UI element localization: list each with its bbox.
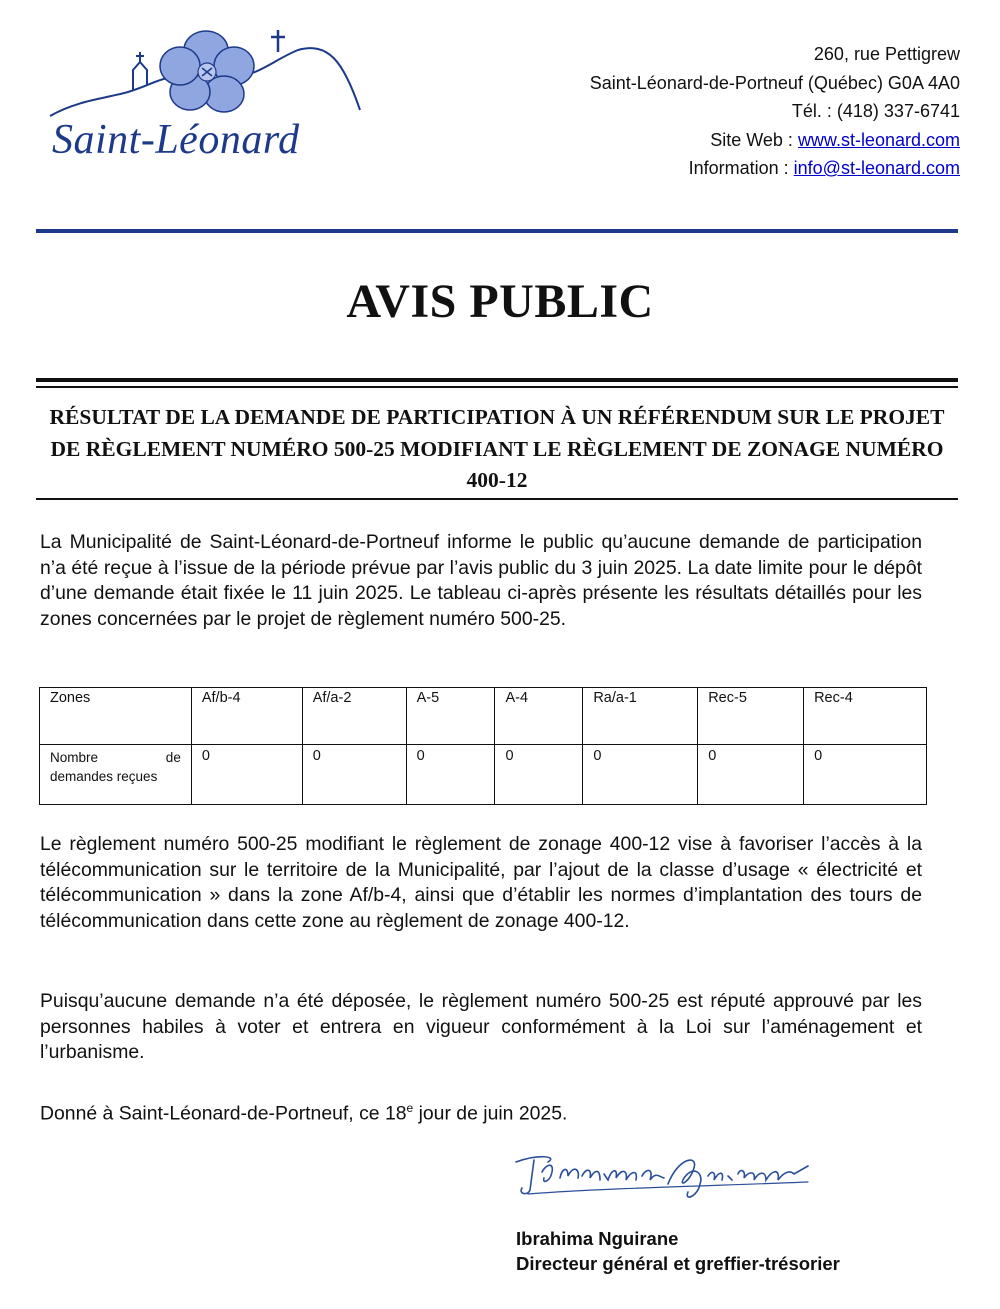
phone-number: Tél. : (418) 337-6741 [791,101,960,121]
email-row [590,154,960,183]
zone-header: Rec-5 [698,688,804,745]
count-cell: 0 [302,745,406,805]
title-divider-thick [36,378,958,382]
contact-info [590,40,960,183]
signature-graphic [508,1148,828,1206]
intro-paragraph: La Municipalité de Saint-Léonard-de-Portneuf informe le public qu’aucune demande de participation n’a été reçue à l’issue de la période prévue par l’avis public du 3 juin 2025. La date limite pour le dépôt d’une demande était fixée le 11 juin 2025. Le tableau ci-après présente les résultats détaillés pour les zones concernées par le projet de règlement numéro 500-25. [40,531,922,630]
website-link[interactable]: www.st-leonard.com [797,129,960,150]
zone-header: Af/b-4 [191,688,302,745]
website-label: Site Web : [710,129,798,150]
header-divider [36,229,958,233]
notice-subtitle: RÉSULTAT DE LA DEMANDE DE PARTICIPATION À UN RÉFÉRENDUM SUR LE PROJET DE RÈGLEMENT NUMÉRO 500-25 MODIFIANT LE RÈGLEMENT DE ZONAGE NUMÉRO 400-12 [49,405,945,492]
website-row [590,126,960,155]
count-cell: 0 [406,745,495,805]
table-row [40,745,927,805]
signer-position: Directeur général et greffier-trésorier [516,1253,840,1274]
count-cell: 0 [698,745,804,805]
bylaw-description-paragraph: Le règlement numéro 500-25 modifiant le règlement de zonage 400-12 vise à favoriser l’accès à la télécommunication sur le territoire de la Municipalité, par l’ajout de la classe d’usage « électricité et télécommunication » dans la zone Af/b-4, ainsi que d’établir les normes d’implantation des tours de télécommunication dans cette zone au règlement de zonage 400-12. [40,833,922,932]
email-link[interactable]: info@st-leonard.com [793,158,960,178]
approval-paragraph: Puisqu’aucune demande n’a été déposée, le règlement numéro 500-25 est réputé approuvé par les personnes habiles à voter et entrera en vigueur conformément à la Loi sur l’aménagement et l’urbanisme. [40,990,922,1063]
count-cell: 0 [191,745,302,805]
handwritten-signature [508,1148,828,1206]
address-line1: 260, rue Pettigrew [813,44,960,64]
signer-name: Ibrahima Nguirane [516,1228,679,1249]
flower-icon [160,31,254,112]
page-title: AVIS PUBLIC [346,275,654,328]
zone-header: Af/a-2 [302,688,406,745]
logo-text: Saint-Léonard [52,117,300,163]
table-row [40,688,927,745]
results-table [39,687,927,805]
closing-line [40,1096,922,1127]
table-header-label: Zones [40,688,192,745]
closing-after: jour de juin 2025. [413,1102,568,1125]
count-cell: 0 [495,745,583,805]
count-cell: 0 [804,745,927,805]
closing-superscript: e [406,1101,414,1115]
zone-header: Ra/a-1 [583,688,698,745]
address-line2: Saint-Léonard-de-Portneuf (Québec) G0A 4A0 [589,72,960,93]
title-divider-thin [36,386,958,388]
zone-header: A-5 [406,688,495,745]
row-label: Nombre de demandes reçues [40,745,192,805]
email-label: Information : [688,158,794,178]
signer-block [516,1226,840,1276]
municipality-logo [38,20,368,180]
zone-header: Rec-4 [804,688,927,745]
count-cell: 0 [583,745,698,805]
closing-before: Donné à Saint-Léonard-de-Portneuf, ce 18 [40,1102,407,1125]
subtitle-divider [36,498,958,500]
zone-header: A-4 [495,688,583,745]
